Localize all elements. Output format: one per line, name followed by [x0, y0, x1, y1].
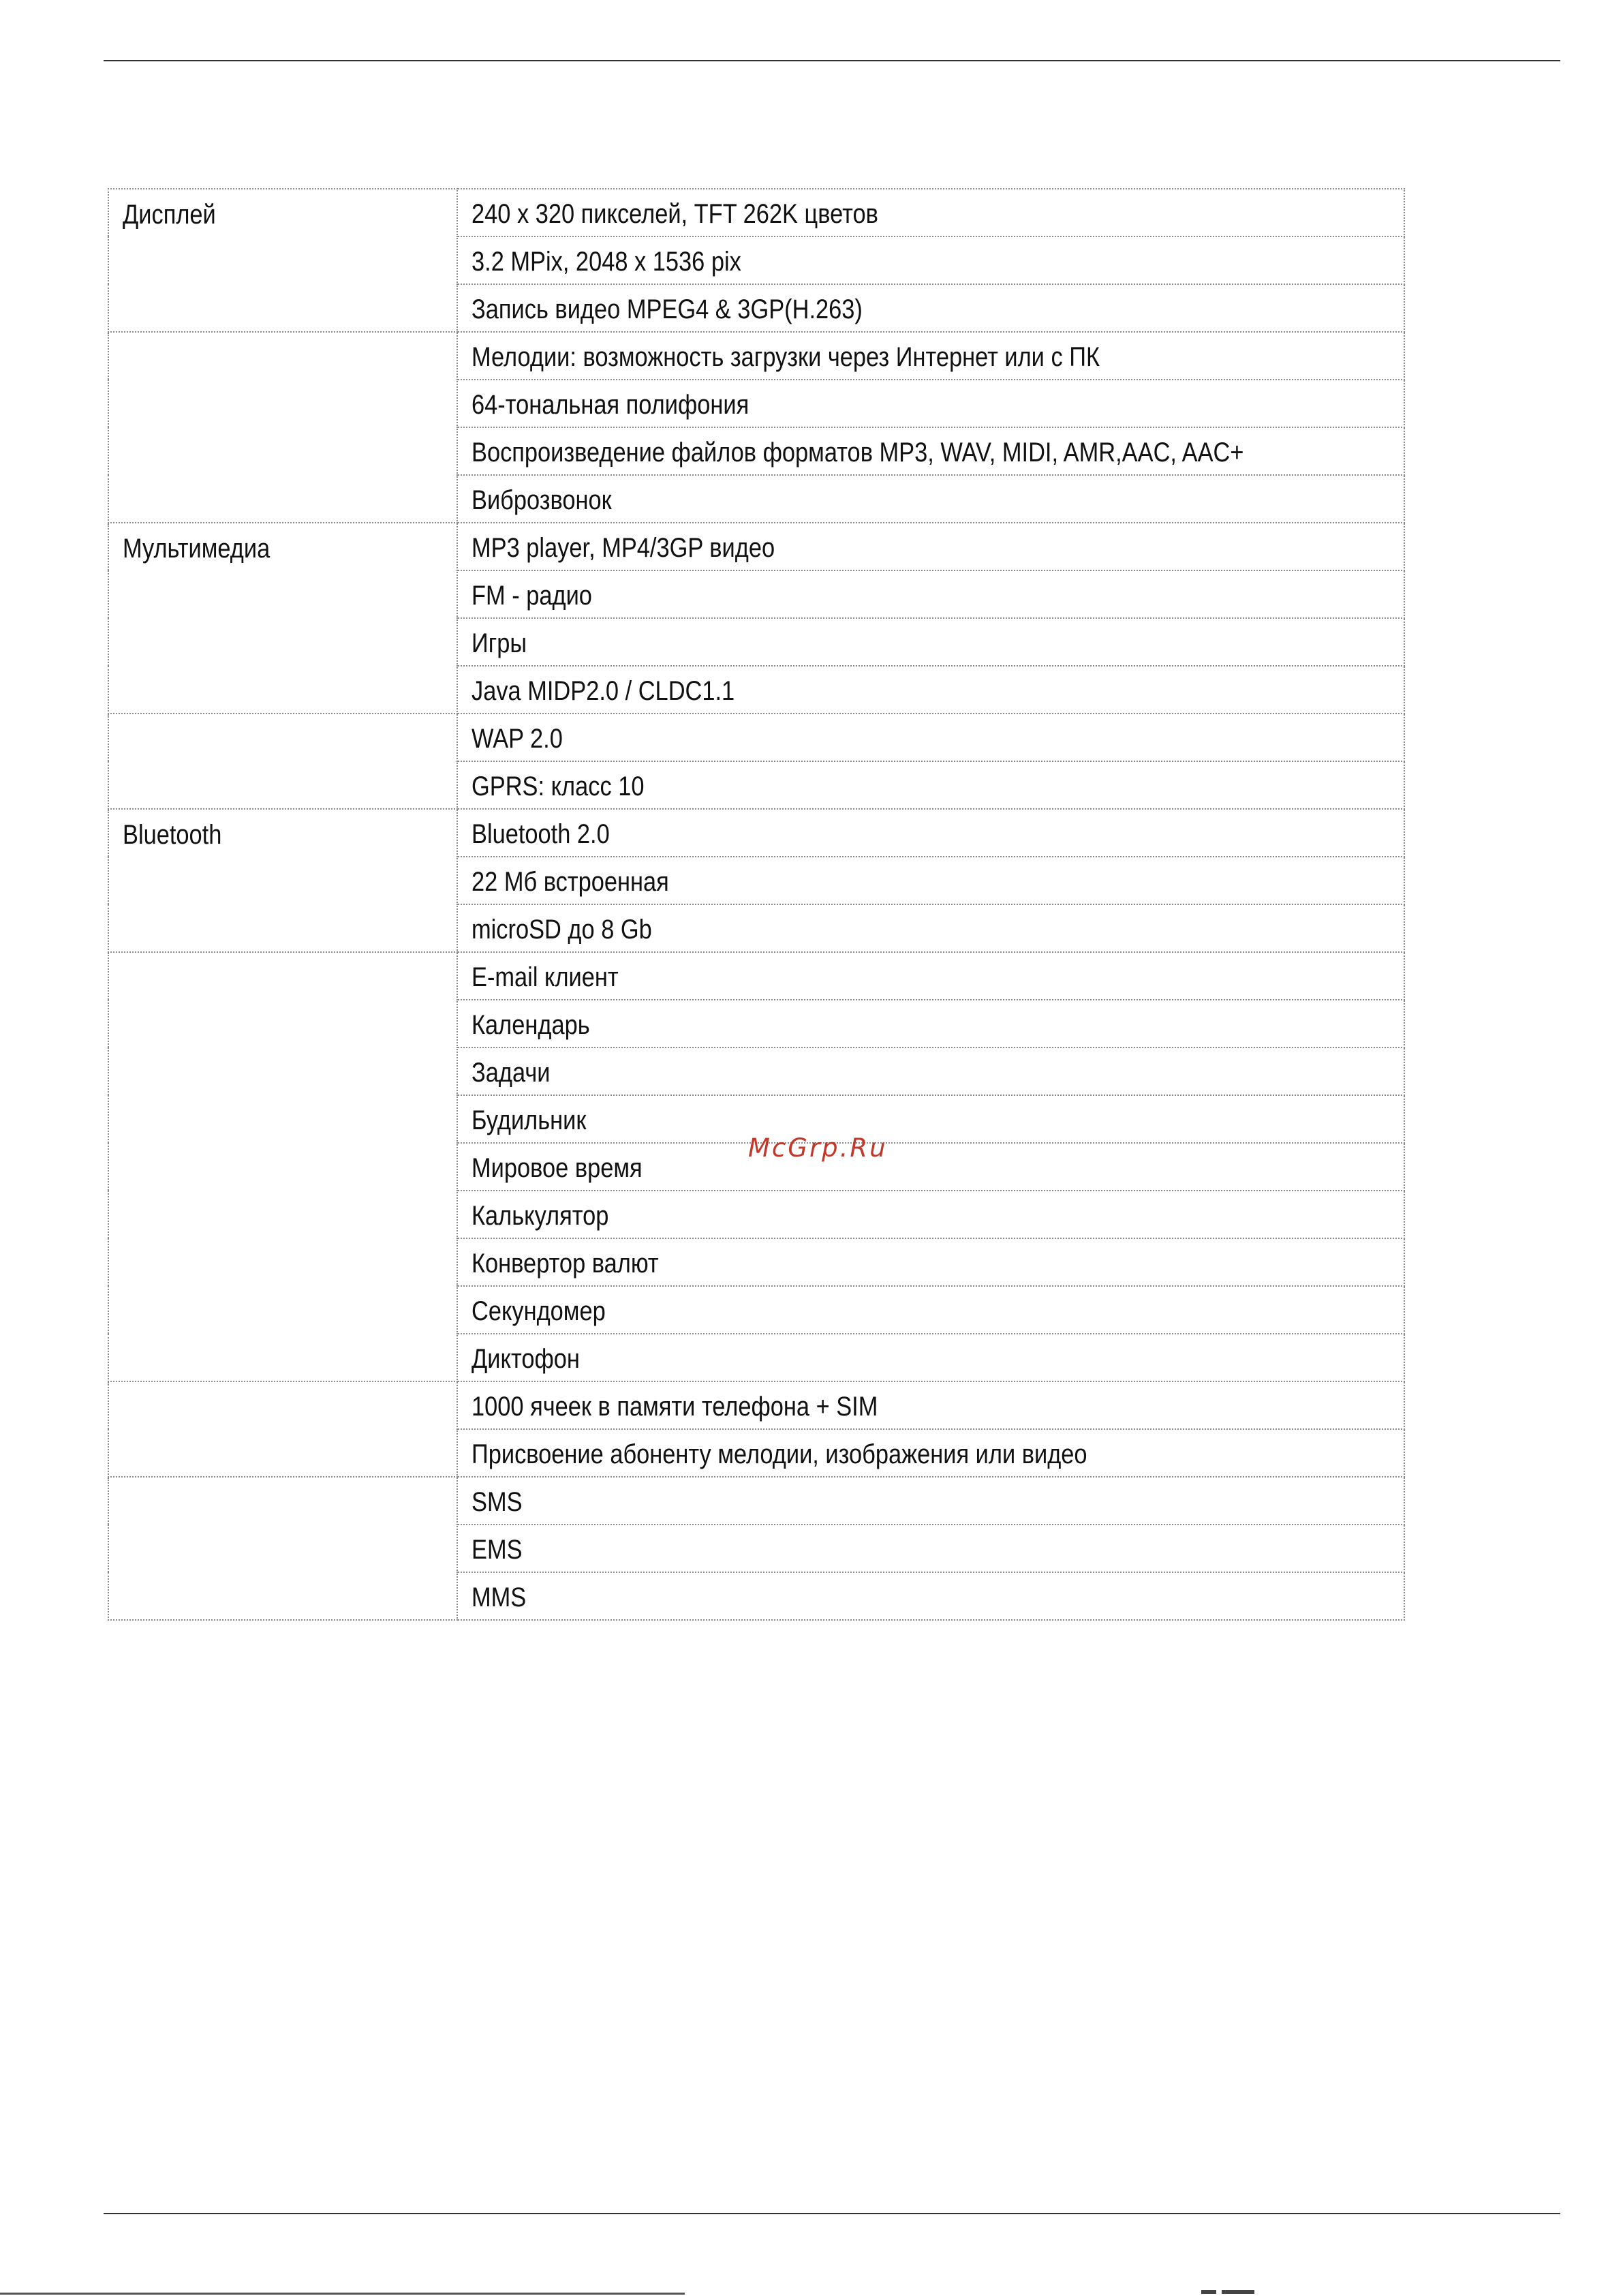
footer-rule [104, 2213, 1560, 2214]
value-label: Мелодии: возможность загрузки через Интернет или с ПК [472, 342, 1100, 372]
value-cell [457, 380, 1404, 427]
value-cell [457, 1429, 1404, 1477]
value-cell [457, 1143, 1404, 1191]
value-cell [457, 904, 1404, 952]
category-cell [108, 714, 457, 809]
value-cell [457, 427, 1404, 475]
value-label: 1000 ячеек в памяти телефона + SIM [472, 1392, 878, 1422]
table-row [108, 952, 1404, 1000]
value-label: Задачи [472, 1058, 551, 1088]
value-label: MP3 player, MP4/3GP видео [472, 533, 775, 563]
value-label: Мировое время [472, 1153, 643, 1183]
value-cell [457, 666, 1404, 714]
value-cell [457, 284, 1404, 332]
value-cell [457, 570, 1404, 618]
value-cell [457, 1381, 1404, 1429]
value-cell [457, 1477, 1404, 1525]
value-label: GPRS: класс 10 [472, 771, 645, 801]
value-label: Запись видео MPEG4 & 3GP(H.263) [472, 294, 863, 324]
value-cell [457, 857, 1404, 904]
value-cell [457, 952, 1404, 1000]
footer-mark-left [1201, 2290, 1216, 2294]
footer-mark-right [1222, 2290, 1254, 2294]
value-label: Присвоение абоненту мелодии, изображения или видео [472, 1439, 1087, 1469]
table-row [108, 189, 1404, 236]
value-label: SMS [472, 1487, 523, 1517]
value-label: 22 Мб встроенная [472, 867, 669, 897]
value-label: Секундомер [472, 1296, 606, 1326]
value-cell [457, 618, 1404, 666]
value-cell [457, 236, 1404, 284]
value-label: Bluetooth 2.0 [472, 819, 610, 849]
value-label: Будильник [472, 1105, 587, 1135]
value-label: Java MIDP2.0 / CLDC1.1 [472, 676, 735, 706]
value-label: microSD до 8 Gb [472, 915, 652, 945]
value-label: FM - радио [472, 581, 592, 611]
value-cell [457, 189, 1404, 236]
category-cell [108, 809, 457, 952]
value-label: 3.2 MPix, 2048 x 1536 pix [472, 247, 741, 277]
category-cell [108, 332, 457, 523]
value-cell [457, 1000, 1404, 1047]
page-edge-rule [0, 2293, 685, 2295]
watermark: McGrp.Ru [748, 1133, 888, 1163]
spec-table [108, 188, 1405, 1621]
value-cell [457, 475, 1404, 523]
category-label: Дисплей [123, 200, 216, 230]
value-label: 64-тональная полифония [472, 390, 749, 420]
table-row [108, 1477, 1404, 1525]
value-label: 240 x 320 пикселей, TFT 262K цветов [472, 199, 878, 229]
value-label: Игры [472, 628, 527, 658]
table-row [108, 809, 1404, 857]
table-row [108, 523, 1404, 570]
value-label: Виброзвонок [472, 485, 612, 515]
category-cell [108, 1381, 457, 1477]
category-cell [108, 189, 457, 332]
value-label: Календарь [472, 1010, 590, 1040]
category-label: Bluetooth [123, 820, 222, 850]
value-label: Калькулятор [472, 1201, 609, 1231]
value-cell [457, 809, 1404, 857]
value-cell [457, 1286, 1404, 1334]
table-row [108, 332, 1404, 380]
value-cell [457, 1238, 1404, 1286]
category-cell [108, 1477, 457, 1620]
value-cell [457, 1095, 1404, 1143]
value-cell [457, 714, 1404, 761]
value-label: EMS [472, 1535, 523, 1565]
value-label: E-mail клиент [472, 962, 619, 992]
value-cell [457, 1047, 1404, 1095]
value-label: Диктофон [472, 1344, 580, 1374]
value-cell [457, 523, 1404, 570]
value-label: WAP 2.0 [472, 724, 563, 754]
category-cell [108, 952, 457, 1381]
header-rule [104, 60, 1560, 61]
value-label: Конвертор валют [472, 1249, 659, 1279]
table-row [108, 714, 1404, 761]
category-cell [108, 523, 457, 714]
value-cell [457, 332, 1404, 380]
value-cell [457, 1525, 1404, 1572]
value-cell [457, 1191, 1404, 1238]
value-label: MMS [472, 1582, 527, 1612]
category-label: Мультимедиа [123, 534, 270, 564]
value-cell [457, 1572, 1404, 1620]
spec-table-body [108, 189, 1404, 1620]
value-cell [457, 761, 1404, 809]
value-cell [457, 1334, 1404, 1381]
table-row [108, 1381, 1404, 1429]
value-label: Воспроизведение файлов форматов MP3, WAV, MIDI, AMR,AAC, AAC+ [472, 438, 1244, 468]
